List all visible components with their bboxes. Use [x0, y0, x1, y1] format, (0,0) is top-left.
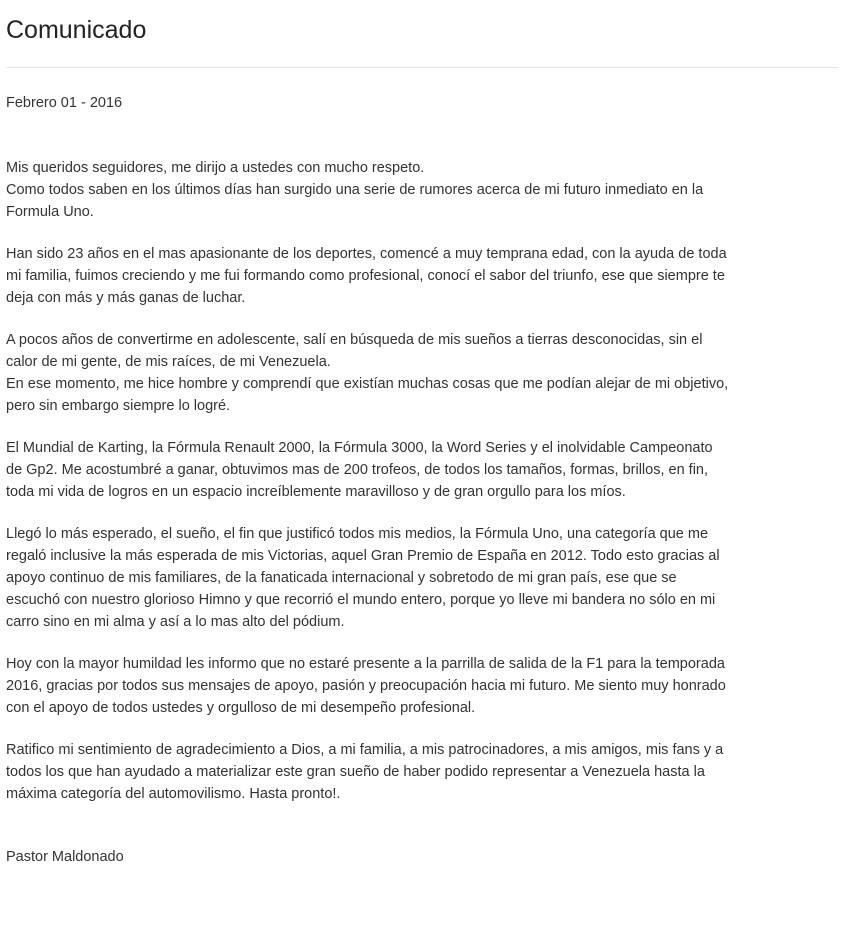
paragraph-line: En ese momento, me hice hombre y comprendí que existían muchas cosas que me podían alejar de mi objetivo,	[6, 376, 729, 392]
paragraph-line: escuchó con nuestro glorioso Himno y que recorrió el mundo entero, porque yo lleve mi bandera no sólo en mi	[6, 592, 716, 608]
paragraph-line: Hoy con la mayor humildad les informo que no estaré presente a la parrilla de salida de la F1 para la temporada	[6, 656, 725, 672]
paragraph-7	[6, 739, 838, 805]
paragraph-line: Llegó lo más esperado, el sueño, el fin que justificó todos mis medios, la Fórmula Uno, una categoría que me	[6, 526, 709, 542]
paragraph-line: pero sin embargo siempre lo logré.	[6, 398, 231, 414]
paragraph-line: Mis queridos seguidores, me dirijo a ustedes con mucho respeto.	[6, 160, 425, 176]
paragraph-4	[6, 437, 838, 503]
announcement-body	[6, 157, 838, 805]
paragraph-line: deja con más y más ganas de luchar.	[6, 290, 246, 306]
signature: Pastor Maldonado	[6, 849, 124, 865]
paragraph-line: El Mundial de Karting, la Fórmula Renault 2000, la Fórmula 3000, la Word Series y el inolvidable Campeonato	[6, 440, 713, 456]
paragraph-1	[6, 157, 838, 223]
paragraph-line: Formula Uno.	[6, 204, 94, 220]
title-divider	[6, 67, 838, 68]
paragraph-line: calor de mi gente, de mis raíces, de mi Venezuela.	[6, 354, 331, 370]
paragraph-line: apoyo continuo de mis familiares, de la fanaticada internacional y sobretodo de mi gran país, ese que se	[6, 570, 677, 586]
paragraph-line: toda mi vida de logros en un espacio increíblemente maravilloso y de gran orgullo para los míos.	[6, 484, 626, 500]
paragraph-line: Ratifico mi sentimiento de agradecimiento a Dios, a mi familia, a mis patrocinadores, a mis amigos, mis fans y a	[6, 742, 724, 758]
paragraph-line: Como todos saben en los últimos días han surgido una serie de rumores acerca de mi futuro inmediato en la	[6, 182, 704, 198]
paragraph-line: de Gp2. Me acostumbré a ganar, obtuvimos mas de 200 trofeos, de todos los tamaños, formas, brillos, en fin,	[6, 462, 709, 478]
paragraph-line: 2016, gracias por todos sus mensajes de apoyo, pasión y preocupación hacia mi futuro. Me siento muy honrado	[6, 678, 726, 694]
paragraph-5	[6, 523, 838, 633]
paragraph-line: regaló inclusive la más esperada de mis Victorias, aquel Gran Premio de España en 2012. Todo esto gracias al	[6, 548, 720, 564]
announcement-date: Febrero 01 - 2016	[6, 95, 123, 111]
paragraph-line: máxima categoría del automovilismo. Hasta pronto!.	[6, 786, 341, 802]
page-title: Comunicado	[6, 16, 147, 44]
paragraph-2	[6, 243, 838, 309]
paragraph-line: carro sino en mi alma y así a lo mas alto del pódium.	[6, 614, 345, 630]
paragraph-3	[6, 329, 838, 417]
paragraph-line: todos los que han ayudado a materializar este gran sueño de haber podido representar a Venezuela hasta la	[6, 764, 705, 780]
paragraph-line: con el apoyo de todos ustedes y orgulloso de mi desempeño profesional.	[6, 700, 476, 716]
paragraph-6	[6, 653, 838, 719]
paragraph-line: A pocos años de convertirme en adolescente, salí en búsqueda de mis sueños a tierras desconocidas, sin el	[6, 332, 703, 348]
paragraph-line: Han sido 23 años en el mas apasionante de los deportes, comencé a muy temprana edad, con la ayuda de toda	[6, 246, 727, 262]
paragraph-line: mi familia, fuimos creciendo y me fui formando como profesional, conocí el sabor del triunfo, ese que siempre te	[6, 268, 725, 284]
